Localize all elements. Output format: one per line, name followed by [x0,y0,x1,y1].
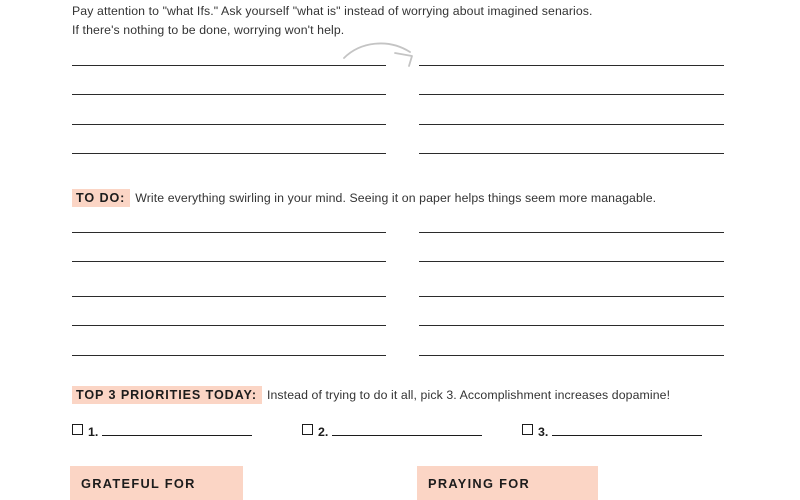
priority-number: 2. [318,425,329,439]
writing-line[interactable] [419,325,724,326]
writing-line[interactable] [72,65,386,66]
writing-line[interactable] [419,296,724,297]
writing-line[interactable] [419,65,724,66]
praying-for-banner [417,466,598,500]
todo-description: Write everything swirling in your mind. Seeing it on paper helps things seem more managable. [135,191,657,205]
writing-line[interactable] [419,94,724,95]
writing-line[interactable] [419,232,724,233]
grateful-for-label: GRATEFUL FOR [81,475,196,491]
praying-for-label: PRAYING FOR [428,475,530,491]
intro-paragraph [72,2,752,40]
priority-item-1[interactable] [72,424,252,439]
priority-number: 3. [538,425,549,439]
todo-label: TO DO: [72,189,130,207]
checkbox-icon[interactable] [72,424,83,435]
todo-heading [72,189,656,207]
grateful-for-banner [70,466,243,500]
writing-line[interactable] [72,124,386,125]
priority-input-line[interactable] [332,424,482,436]
writing-line[interactable] [72,94,386,95]
writing-line[interactable] [72,325,386,326]
writing-line[interactable] [419,261,724,262]
writing-line[interactable] [72,261,386,262]
priority-input-line[interactable] [552,424,702,436]
writing-line[interactable] [419,124,724,125]
intro-line-2: If there's nothing to be done, worrying won't help. [72,23,345,37]
intro-line-1: Pay attention to "what Ifs." Ask yourself "what is" instead of worrying about imagined senarios. [72,4,593,18]
priority-number: 1. [88,425,99,439]
priorities-description: Instead of trying to do it all, pick 3. Accomplishment increases dopamine! [266,388,671,402]
checkbox-icon[interactable] [522,424,533,435]
checkbox-icon[interactable] [302,424,313,435]
priorities-row [72,424,732,444]
writing-line[interactable] [419,355,724,356]
writing-line[interactable] [72,153,386,154]
priorities-label: TOP 3 PRIORITIES TODAY: [72,386,262,404]
writing-line[interactable] [72,296,386,297]
priorities-heading [72,386,670,404]
writing-line[interactable] [419,153,724,154]
priority-input-line[interactable] [102,424,252,436]
priority-item-3[interactable] [522,424,702,439]
writing-line[interactable] [72,232,386,233]
writing-line[interactable] [72,355,386,356]
priority-item-2[interactable] [302,424,482,439]
